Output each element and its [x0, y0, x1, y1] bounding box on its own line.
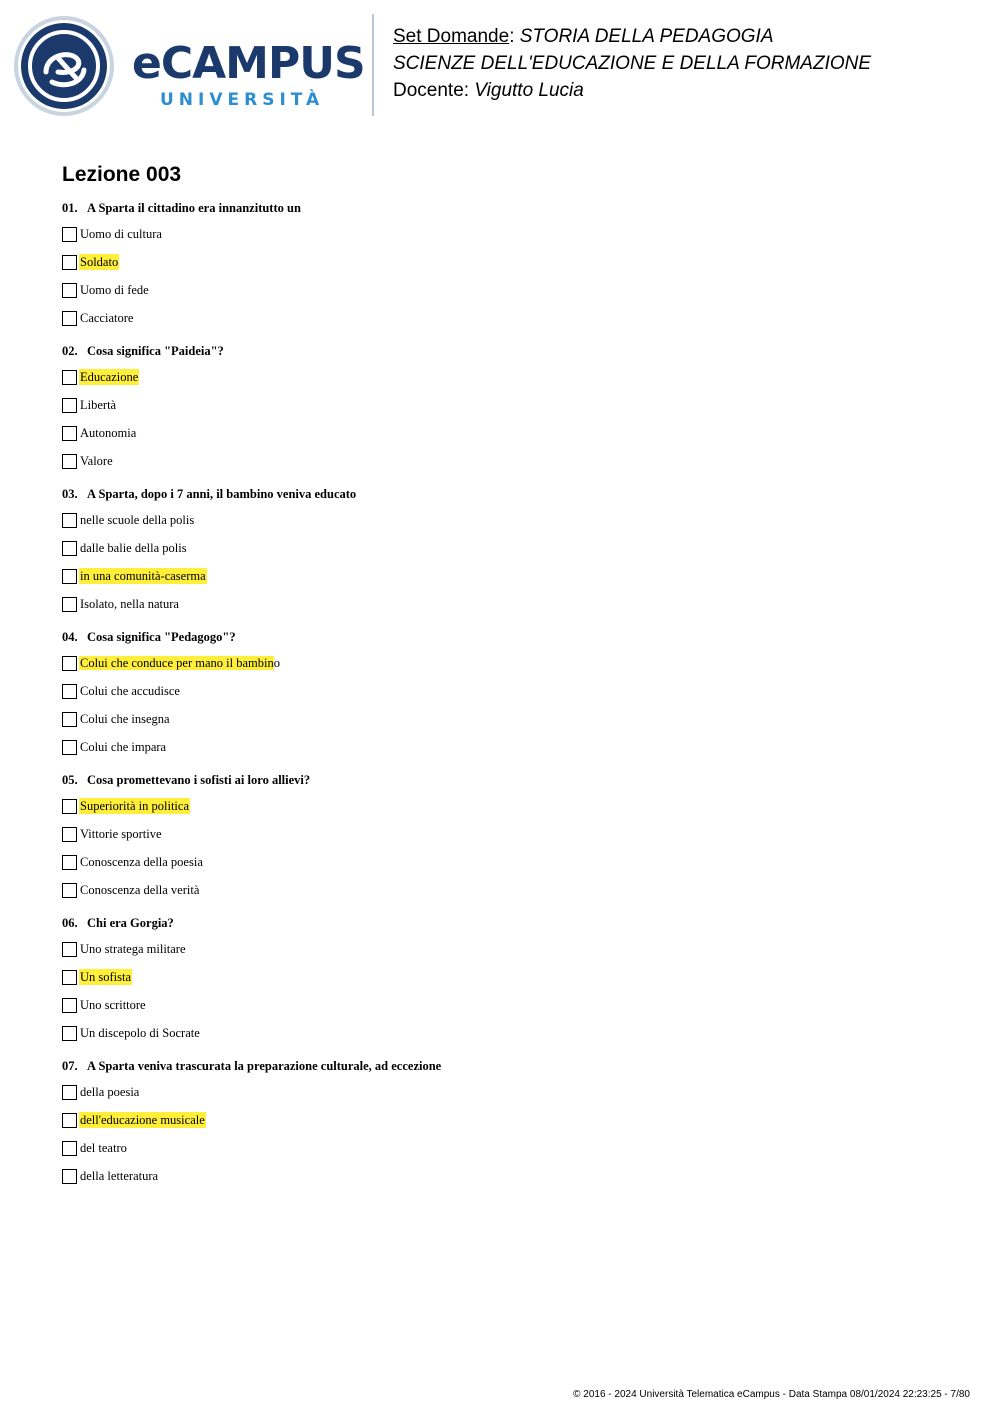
answer-option[interactable] — [62, 252, 942, 272]
ecampus-wordmark: eCAMPUS — [132, 38, 365, 89]
answer-checkbox[interactable] — [62, 454, 77, 469]
answer-checkbox[interactable] — [62, 597, 77, 612]
answer-option[interactable] — [62, 653, 942, 673]
question-text — [62, 200, 942, 216]
question-label: Cosa promettevano i sofisti ai loro allievi? — [87, 773, 311, 787]
answer-checkbox[interactable] — [62, 883, 77, 898]
answer-option[interactable] — [62, 451, 942, 471]
answer-label: Valore — [80, 454, 113, 468]
answer-label: del teatro — [80, 1141, 127, 1155]
answer-option[interactable] — [62, 995, 942, 1015]
answer-option[interactable] — [62, 538, 942, 558]
teacher-name: Vigutto Lucia — [474, 80, 584, 101]
answer-checkbox[interactable] — [62, 370, 77, 385]
answer-option[interactable] — [62, 594, 942, 614]
answer-option[interactable] — [62, 395, 942, 415]
answer-label: della letteratura — [80, 1169, 159, 1183]
question-number: 06. — [62, 916, 78, 930]
answer-label-correct: Un sofista — [80, 970, 132, 984]
answer-checkbox[interactable] — [62, 799, 77, 814]
question-list — [62, 200, 942, 1186]
answer-option[interactable] — [62, 1138, 942, 1158]
answer-label-correct: dell'educazione musicale — [80, 1113, 205, 1127]
answer-option[interactable] — [62, 967, 942, 987]
answer-checkbox[interactable] — [62, 942, 77, 957]
answer-label: Vittorie sportive — [80, 827, 162, 841]
question-item — [62, 486, 942, 614]
header-divider — [372, 14, 374, 116]
answer-option[interactable] — [62, 737, 942, 757]
answer-option[interactable] — [62, 939, 942, 959]
answer-highlight: Colui che conduce per mano il bambin — [80, 656, 274, 670]
answer-label: Conoscenza della verità — [80, 883, 200, 897]
answer-checkbox[interactable] — [62, 283, 77, 298]
answer-label: nelle scuole della polis — [80, 513, 195, 527]
question-text — [62, 343, 942, 359]
question-text — [62, 1058, 942, 1074]
question-text — [62, 915, 942, 931]
answer-checkbox[interactable] — [62, 1085, 77, 1100]
answer-checkbox[interactable] — [62, 1026, 77, 1041]
question-label: A Sparta il cittadino era innanzitutto un — [87, 201, 301, 215]
subject-name: STORIA DELLA PEDAGOGIA — [519, 26, 774, 47]
answer-checkbox[interactable] — [62, 684, 77, 699]
answer-option[interactable] — [62, 367, 942, 387]
ecampus-subtitle: UNIVERSITÀ — [160, 90, 325, 110]
answer-checkbox[interactable] — [62, 227, 77, 242]
question-text — [62, 772, 942, 788]
answer-checkbox[interactable] — [62, 740, 77, 755]
question-label: Chi era Gorgia? — [87, 916, 174, 930]
answer-checkbox[interactable] — [62, 712, 77, 727]
answer-option[interactable] — [62, 280, 942, 300]
answer-option[interactable] — [62, 824, 942, 844]
answer-label-correct: in una comunità-caserma — [80, 569, 206, 583]
answer-checkbox[interactable] — [62, 1113, 77, 1128]
answer-label: Uno stratega militare — [80, 942, 186, 956]
question-number: 04. — [62, 630, 78, 644]
answer-label — [79, 654, 281, 672]
answer-checkbox[interactable] — [62, 656, 77, 671]
question-label: A Sparta veniva trascurata la preparazione culturale, ad eccezione — [87, 1059, 442, 1073]
answer-label: della poesia — [80, 1085, 140, 1099]
answer-option[interactable] — [62, 709, 942, 729]
ecampus-logo — [12, 14, 365, 118]
page-header — [0, 0, 1000, 130]
set-line — [393, 23, 871, 50]
question-text — [62, 486, 942, 502]
answer-option[interactable] — [62, 423, 942, 443]
question-label: A Sparta, dopo i 7 anni, il bambino veniva educato — [87, 487, 357, 501]
teacher-label: Docente: — [393, 80, 475, 101]
page-footer: © 2016 - 2024 Università Telematica eCampus - Data Stampa 08/01/2024 22:23:25 - 7/80 — [573, 1389, 970, 1400]
answer-label: Uomo di cultura — [80, 227, 162, 241]
answer-label: Uno scrittore — [80, 998, 146, 1012]
answer-option[interactable] — [62, 1110, 942, 1130]
answer-label-correct: Superiorità in politica — [80, 799, 190, 813]
question-number: 02. — [62, 344, 78, 358]
answer-checkbox[interactable] — [62, 855, 77, 870]
answer-checkbox[interactable] — [62, 1141, 77, 1156]
answer-checkbox[interactable] — [62, 1169, 77, 1184]
answer-option[interactable] — [62, 224, 942, 244]
question-label: Cosa significa "Paideia"? — [87, 344, 224, 358]
answer-label: Isolato, nella natura — [80, 597, 179, 611]
answer-label: Colui che impara — [80, 740, 167, 754]
answer-option[interactable] — [62, 566, 942, 586]
set-label: Set Domande — [393, 26, 510, 47]
answer-label: Cacciatore — [80, 311, 134, 325]
question-item — [62, 200, 942, 328]
lesson-content — [62, 162, 942, 1201]
answer-label: Colui che accudisce — [80, 684, 180, 698]
answer-rest: o — [273, 656, 280, 670]
answer-label: Libertà — [80, 398, 117, 412]
answer-option[interactable] — [62, 852, 942, 872]
question-number: 03. — [62, 487, 78, 501]
question-item — [62, 915, 942, 1043]
answer-option[interactable] — [62, 796, 942, 816]
question-item — [62, 629, 942, 757]
answer-checkbox[interactable] — [62, 541, 77, 556]
question-item — [62, 343, 942, 471]
answer-checkbox[interactable] — [62, 398, 77, 413]
answer-option[interactable] — [62, 1166, 942, 1186]
answer-label: Un discepolo di Socrate — [80, 1026, 200, 1040]
answer-option[interactable] — [62, 1023, 942, 1043]
answer-checkbox[interactable] — [62, 311, 77, 326]
answer-option[interactable] — [62, 880, 942, 900]
answer-label: dalle balie della polis — [80, 541, 187, 555]
teacher-line — [393, 77, 871, 104]
answer-option[interactable] — [62, 308, 942, 328]
ecampus-emblem-icon — [12, 14, 116, 118]
question-label: Cosa significa "Pedagogo"? — [87, 630, 236, 644]
course-name: SCIENZE DELL'EDUCAZIONE E DELLA FORMAZIONE — [393, 53, 872, 74]
answer-label: Uomo di fede — [80, 283, 149, 297]
answer-checkbox[interactable] — [62, 255, 77, 270]
answer-label: Conoscenza della poesia — [80, 855, 203, 869]
answer-checkbox[interactable] — [62, 569, 77, 584]
set-info — [393, 23, 871, 104]
answer-label-correct: Soldato — [80, 255, 119, 269]
answer-option[interactable] — [62, 1082, 942, 1102]
question-item — [62, 1058, 942, 1186]
answer-checkbox[interactable] — [62, 970, 77, 985]
lesson-title: Lezione 003 — [62, 163, 182, 186]
question-number: 07. — [62, 1059, 78, 1073]
answer-option[interactable] — [62, 681, 942, 701]
question-number: 01. — [62, 201, 78, 215]
course-line — [393, 50, 871, 77]
answer-checkbox[interactable] — [62, 998, 77, 1013]
set-separator: : — [509, 26, 520, 47]
answer-option[interactable] — [62, 510, 942, 530]
answer-checkbox[interactable] — [62, 827, 77, 842]
question-item — [62, 772, 942, 900]
answer-label-correct: Educazione — [80, 370, 139, 384]
question-number: 05. — [62, 773, 78, 787]
question-text — [62, 629, 942, 645]
answer-label: Colui che insegna — [80, 712, 170, 726]
answer-checkbox[interactable] — [62, 426, 77, 441]
answer-checkbox[interactable] — [62, 513, 77, 528]
answer-label: Autonomia — [80, 426, 137, 440]
